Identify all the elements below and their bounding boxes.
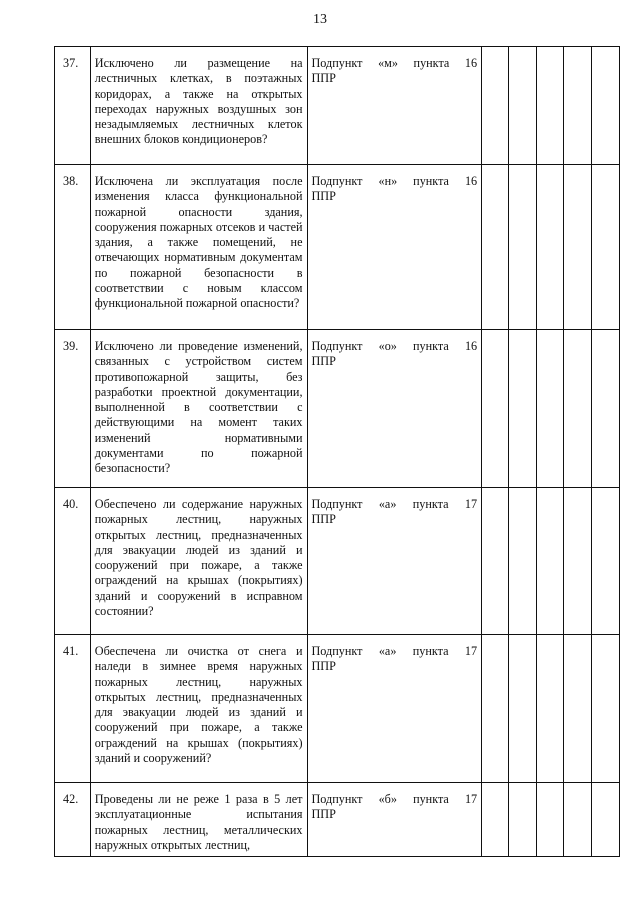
ref-word: Подпункт	[311, 339, 363, 353]
checklist-table	[54, 46, 620, 857]
question-text: Исключена ли эксплуатация после изменения класса функциональной пожарной опасности здания, сооружения пожарных отсеков и частей здания, а также помещений, не отвечающих нормативным документам по пожарной безопасности в соответствии с новым классом функциональной пожарной опасности?	[90, 165, 307, 330]
row-number: 39.	[55, 330, 91, 488]
table-row	[55, 783, 620, 857]
reference-cell	[307, 635, 482, 783]
ref-subpoint: «а»	[378, 497, 397, 511]
answer-cell[interactable]	[564, 47, 591, 165]
ref-point-number: 17	[464, 644, 478, 658]
answer-cell[interactable]	[591, 635, 619, 783]
answer-cell[interactable]	[482, 488, 509, 635]
answer-cell[interactable]	[482, 783, 509, 857]
row-number: 37.	[55, 47, 91, 165]
ref-word: Подпункт	[311, 497, 363, 511]
ref-word: пункта	[413, 792, 449, 806]
table-row	[55, 330, 620, 488]
ref-document: ППР	[311, 354, 336, 369]
ref-point-number: 17	[464, 497, 478, 511]
answer-cell[interactable]	[591, 783, 619, 857]
table-row	[55, 488, 620, 635]
answer-cell[interactable]	[564, 165, 591, 330]
page-number: 13	[313, 12, 327, 27]
ref-point-number: 16	[464, 174, 478, 188]
answer-cell[interactable]	[509, 488, 536, 635]
answer-cell[interactable]	[536, 783, 563, 857]
reference-cell	[307, 783, 482, 857]
ref-word: пункта	[412, 497, 449, 511]
ref-subpoint: «н»	[378, 174, 398, 188]
ref-document: ППР	[311, 71, 336, 86]
answer-cell[interactable]	[591, 165, 619, 330]
ref-subpoint: «а»	[378, 644, 397, 658]
table-row	[55, 635, 620, 783]
ref-subpoint: «м»	[378, 56, 398, 70]
reference-cell	[307, 47, 482, 165]
answer-cell[interactable]	[482, 635, 509, 783]
question-text: Проведены ли не реже 1 раза в 5 лет эксплуатационные испытания пожарных лестниц, металлических наружных открытых лестниц,	[90, 783, 307, 857]
ref-point-number: 16	[464, 56, 478, 70]
answer-cell[interactable]	[564, 330, 591, 488]
ref-word: пункта	[413, 174, 449, 188]
ref-point-number: 17	[464, 792, 478, 806]
question-text: Исключено ли размещение на лестничных клетках, в поэтажных коридорах, а также на открытых переходах наружных воздушных зон незадымляемых лестничных клеток внешних блоков кондиционеров?	[90, 47, 307, 165]
ref-document: ППР	[311, 807, 336, 822]
ref-word: пункта	[412, 644, 449, 658]
table-row	[55, 165, 620, 330]
question-text: Обеспечено ли содержание наружных пожарных лестниц, наружных открытых лестниц, предназначенных для эвакуации людей из зданий и сооружений при пожаре, а также ограждений на крышах (покрытиях) зданий и сооружений в исправном состоянии?	[90, 488, 307, 635]
row-number: 38.	[55, 165, 91, 330]
answer-cell[interactable]	[536, 47, 563, 165]
table-row	[55, 47, 620, 165]
answer-cell[interactable]	[536, 330, 563, 488]
answer-cell[interactable]	[509, 783, 536, 857]
row-number: 40.	[55, 488, 91, 635]
answer-cell[interactable]	[509, 47, 536, 165]
ref-word: пункта	[413, 56, 450, 70]
answer-cell[interactable]	[482, 165, 509, 330]
ref-word: Подпункт	[311, 644, 363, 658]
question-text: Обеспечена ли очистка от снега и наледи в зимнее время наружных пожарных лестниц, наружных открытых лестниц, предназначенных для эвакуации людей из зданий и сооружений при пожаре, а также ограждений на крышах (покрытиях) зданий и сооружений?	[90, 635, 307, 783]
answer-cell[interactable]	[564, 488, 591, 635]
answer-cell[interactable]	[591, 330, 619, 488]
reference-cell	[307, 165, 482, 330]
ref-document: ППР	[311, 512, 336, 527]
ref-document: ППР	[311, 659, 336, 674]
question-text: Исключено ли проведение изменений, связанных с устройством систем противопожарной защиты, без разработки проектной документации, выполненной в соответствии с действующими на момент таких изменений нормативными документами по пожарной безопасности?	[90, 330, 307, 488]
ref-word: пункта	[413, 339, 449, 353]
reference-cell	[307, 330, 482, 488]
ref-word: Подпункт	[311, 792, 363, 806]
ref-point-number: 16	[464, 339, 478, 353]
answer-cell[interactable]	[536, 635, 563, 783]
answer-cell[interactable]	[482, 47, 509, 165]
ref-word: Подпункт	[311, 174, 363, 188]
ref-document: ППР	[311, 189, 336, 204]
answer-cell[interactable]	[564, 635, 591, 783]
answer-cell[interactable]	[509, 635, 536, 783]
answer-cell[interactable]	[536, 488, 563, 635]
answer-cell[interactable]	[564, 783, 591, 857]
answer-cell[interactable]	[591, 47, 619, 165]
answer-cell[interactable]	[591, 488, 619, 635]
row-number: 42.	[55, 783, 91, 857]
reference-cell	[307, 488, 482, 635]
answer-cell[interactable]	[536, 165, 563, 330]
answer-cell[interactable]	[482, 330, 509, 488]
ref-subpoint: «о»	[378, 339, 397, 353]
ref-word: Подпункт	[311, 56, 363, 70]
row-number: 41.	[55, 635, 91, 783]
answer-cell[interactable]	[509, 330, 536, 488]
ref-subpoint: «б»	[378, 792, 397, 806]
answer-cell[interactable]	[509, 165, 536, 330]
